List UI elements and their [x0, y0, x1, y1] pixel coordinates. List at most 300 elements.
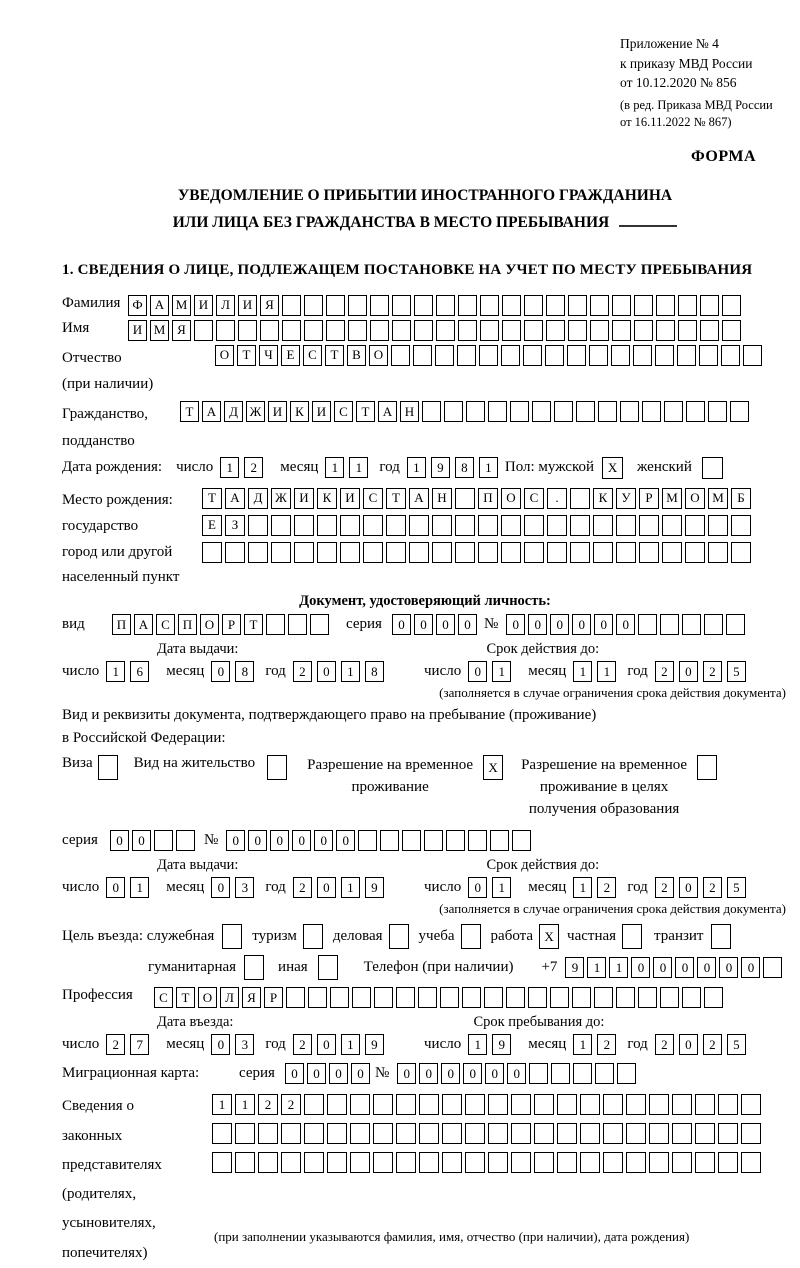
char-cell[interactable]: [358, 830, 377, 851]
char-cell[interactable]: [310, 614, 329, 635]
char-cell[interactable]: [593, 515, 613, 536]
char-cell[interactable]: И: [238, 295, 257, 316]
char-cell[interactable]: [634, 320, 653, 341]
char-cell[interactable]: [524, 515, 544, 536]
char-cell[interactable]: [741, 1094, 761, 1115]
char-cell[interactable]: 1: [220, 457, 239, 478]
char-cell[interactable]: [656, 295, 675, 316]
char-cell[interactable]: [294, 542, 314, 563]
char-cell[interactable]: [303, 924, 323, 949]
char-cell[interactable]: 0: [211, 877, 230, 898]
char-cell[interactable]: [638, 987, 657, 1008]
char-cell[interactable]: [466, 401, 485, 422]
char-cell[interactable]: [616, 987, 635, 1008]
char-cell[interactable]: [432, 515, 452, 536]
char-cell[interactable]: [418, 987, 437, 1008]
char-cell[interactable]: [348, 320, 367, 341]
char-cell[interactable]: [506, 987, 525, 1008]
char-cell[interactable]: [741, 1123, 761, 1144]
char-cell[interactable]: [326, 320, 345, 341]
char-cell[interactable]: [386, 515, 406, 536]
char-cell[interactable]: [440, 987, 459, 1008]
char-cell[interactable]: [649, 1123, 669, 1144]
char-cell[interactable]: А: [150, 295, 169, 316]
char-cell[interactable]: 9: [365, 877, 384, 898]
char-cell[interactable]: 1: [212, 1094, 232, 1115]
char-cell[interactable]: [480, 320, 499, 341]
char-cell[interactable]: [568, 295, 587, 316]
char-cell[interactable]: [718, 1094, 738, 1115]
char-cell[interactable]: 2: [597, 877, 616, 898]
char-cell[interactable]: [414, 320, 433, 341]
char-cell[interactable]: [512, 830, 531, 851]
char-cell[interactable]: М: [150, 320, 169, 341]
char-cell[interactable]: [697, 755, 717, 780]
char-cell[interactable]: [282, 295, 301, 316]
char-cell[interactable]: [534, 1094, 554, 1115]
char-cell[interactable]: [435, 345, 454, 366]
char-cell[interactable]: [370, 320, 389, 341]
char-cell[interactable]: [595, 1063, 614, 1084]
char-cell[interactable]: [699, 345, 718, 366]
char-cell[interactable]: [730, 401, 749, 422]
char-cell[interactable]: 1: [468, 1034, 487, 1055]
char-cell[interactable]: [386, 542, 406, 563]
char-cell[interactable]: [620, 401, 639, 422]
char-cell[interactable]: Я: [260, 295, 279, 316]
char-cell[interactable]: [442, 1094, 462, 1115]
char-cell[interactable]: 0: [679, 661, 698, 682]
char-cell[interactable]: [317, 515, 337, 536]
char-cell[interactable]: 0: [458, 614, 477, 635]
char-cell[interactable]: [617, 1063, 636, 1084]
char-cell[interactable]: [570, 542, 590, 563]
char-cell[interactable]: 0: [616, 614, 635, 635]
char-cell[interactable]: Ж: [271, 488, 291, 509]
char-cell[interactable]: [731, 542, 751, 563]
char-cell[interactable]: [266, 614, 285, 635]
char-cell[interactable]: 1: [130, 877, 149, 898]
char-cell[interactable]: [455, 488, 475, 509]
char-cell[interactable]: [461, 924, 481, 949]
char-cell[interactable]: М: [708, 488, 728, 509]
char-cell[interactable]: 9: [431, 457, 450, 478]
char-cell[interactable]: [212, 1123, 232, 1144]
char-cell[interactable]: [248, 542, 268, 563]
char-cell[interactable]: А: [134, 614, 153, 635]
char-cell[interactable]: 0: [507, 1063, 526, 1084]
char-cell[interactable]: Б: [731, 488, 751, 509]
char-cell[interactable]: 0: [528, 614, 547, 635]
char-cell[interactable]: [419, 1094, 439, 1115]
char-cell[interactable]: [478, 515, 498, 536]
char-cell[interactable]: Е: [281, 345, 300, 366]
char-cell[interactable]: [660, 614, 679, 635]
char-cell[interactable]: [409, 515, 429, 536]
char-cell[interactable]: [598, 401, 617, 422]
char-cell[interactable]: [672, 1094, 692, 1115]
char-cell[interactable]: 1: [479, 457, 498, 478]
char-cell[interactable]: [327, 1123, 347, 1144]
char-cell[interactable]: [462, 987, 481, 1008]
char-cell[interactable]: [304, 295, 323, 316]
char-cell[interactable]: 0: [106, 877, 125, 898]
char-cell[interactable]: X: [483, 755, 503, 780]
char-cell[interactable]: 0: [468, 877, 487, 898]
char-cell[interactable]: [547, 515, 567, 536]
char-cell[interactable]: [700, 320, 719, 341]
char-cell[interactable]: [488, 1123, 508, 1144]
char-cell[interactable]: [721, 345, 740, 366]
char-cell[interactable]: [176, 830, 195, 851]
char-cell[interactable]: 9: [565, 957, 584, 978]
char-cell[interactable]: [685, 542, 705, 563]
char-cell[interactable]: [424, 830, 443, 851]
char-cell[interactable]: [655, 345, 674, 366]
char-cell[interactable]: 0: [697, 957, 716, 978]
char-cell[interactable]: 1: [341, 661, 360, 682]
char-cell[interactable]: 1: [492, 661, 511, 682]
char-cell[interactable]: 0: [285, 1063, 304, 1084]
char-cell[interactable]: 0: [329, 1063, 348, 1084]
char-cell[interactable]: [288, 614, 307, 635]
char-cell[interactable]: Е: [202, 515, 222, 536]
char-cell[interactable]: 8: [235, 661, 254, 682]
char-cell[interactable]: [304, 1094, 324, 1115]
char-cell[interactable]: [662, 515, 682, 536]
char-cell[interactable]: С: [524, 488, 544, 509]
char-cell[interactable]: Р: [264, 987, 283, 1008]
char-cell[interactable]: С: [334, 401, 353, 422]
char-cell[interactable]: [413, 345, 432, 366]
char-cell[interactable]: [457, 345, 476, 366]
char-cell[interactable]: [488, 401, 507, 422]
char-cell[interactable]: [340, 542, 360, 563]
char-cell[interactable]: 3: [235, 877, 254, 898]
char-cell[interactable]: 0: [317, 1034, 336, 1055]
char-cell[interactable]: [501, 515, 521, 536]
char-cell[interactable]: 1: [587, 957, 606, 978]
char-cell[interactable]: [488, 1094, 508, 1115]
char-cell[interactable]: И: [128, 320, 147, 341]
char-cell[interactable]: 2: [655, 661, 674, 682]
char-cell[interactable]: [304, 1123, 324, 1144]
char-cell[interactable]: 0: [679, 1034, 698, 1055]
char-cell[interactable]: С: [363, 488, 383, 509]
char-cell[interactable]: Р: [639, 488, 659, 509]
char-cell[interactable]: 0: [679, 877, 698, 898]
char-cell[interactable]: [373, 1123, 393, 1144]
char-cell[interactable]: [576, 401, 595, 422]
char-cell[interactable]: 5: [727, 877, 746, 898]
char-cell[interactable]: 1: [573, 661, 592, 682]
char-cell[interactable]: [700, 295, 719, 316]
char-cell[interactable]: [686, 401, 705, 422]
char-cell[interactable]: 6: [130, 661, 149, 682]
char-cell[interactable]: [523, 345, 542, 366]
char-cell[interactable]: [352, 987, 371, 1008]
char-cell[interactable]: [722, 320, 741, 341]
char-cell[interactable]: 9: [492, 1034, 511, 1055]
char-cell[interactable]: Я: [172, 320, 191, 341]
char-cell[interactable]: [570, 488, 590, 509]
char-cell[interactable]: [616, 515, 636, 536]
char-cell[interactable]: [626, 1123, 646, 1144]
char-cell[interactable]: 0: [653, 957, 672, 978]
char-cell[interactable]: 1: [341, 877, 360, 898]
char-cell[interactable]: [465, 1094, 485, 1115]
char-cell[interactable]: Л: [220, 987, 239, 1008]
char-cell[interactable]: [350, 1094, 370, 1115]
char-cell[interactable]: [442, 1123, 462, 1144]
char-cell[interactable]: [510, 401, 529, 422]
char-cell[interactable]: [222, 924, 242, 949]
char-cell[interactable]: М: [172, 295, 191, 316]
char-cell[interactable]: 0: [292, 830, 311, 851]
char-cell[interactable]: [677, 345, 696, 366]
char-cell[interactable]: [672, 1123, 692, 1144]
char-cell[interactable]: 0: [307, 1063, 326, 1084]
char-cell[interactable]: [202, 542, 222, 563]
char-cell[interactable]: 0: [719, 957, 738, 978]
char-cell[interactable]: [308, 987, 327, 1008]
char-cell[interactable]: 2: [293, 661, 312, 682]
char-cell[interactable]: [639, 515, 659, 536]
char-cell[interactable]: 0: [419, 1063, 438, 1084]
char-cell[interactable]: [392, 320, 411, 341]
char-cell[interactable]: [572, 987, 591, 1008]
char-cell[interactable]: [396, 1123, 416, 1144]
char-cell[interactable]: 0: [351, 1063, 370, 1084]
char-cell[interactable]: [546, 295, 565, 316]
char-cell[interactable]: [593, 542, 613, 563]
char-cell[interactable]: [409, 542, 429, 563]
char-cell[interactable]: 2: [703, 661, 722, 682]
char-cell[interactable]: Т: [202, 488, 222, 509]
char-cell[interactable]: 2: [293, 877, 312, 898]
char-cell[interactable]: 0: [317, 877, 336, 898]
char-cell[interactable]: 1: [407, 457, 426, 478]
char-cell[interactable]: 0: [485, 1063, 504, 1084]
char-cell[interactable]: [318, 955, 338, 980]
char-cell[interactable]: Н: [400, 401, 419, 422]
char-cell[interactable]: [502, 295, 521, 316]
char-cell[interactable]: О: [685, 488, 705, 509]
char-cell[interactable]: [396, 1094, 416, 1115]
char-cell[interactable]: 0: [675, 957, 694, 978]
char-cell[interactable]: [612, 320, 631, 341]
char-cell[interactable]: [612, 295, 631, 316]
char-cell[interactable]: 1: [341, 1034, 360, 1055]
char-cell[interactable]: [547, 542, 567, 563]
char-cell[interactable]: [695, 1094, 715, 1115]
char-cell[interactable]: З: [225, 515, 245, 536]
char-cell[interactable]: [534, 1123, 554, 1144]
char-cell[interactable]: П: [112, 614, 131, 635]
char-cell[interactable]: [704, 987, 723, 1008]
char-cell[interactable]: [568, 320, 587, 341]
char-cell[interactable]: [490, 830, 509, 851]
char-cell[interactable]: [330, 987, 349, 1008]
char-cell[interactable]: [743, 345, 762, 366]
char-cell[interactable]: [573, 1063, 592, 1084]
char-cell[interactable]: [436, 320, 455, 341]
char-cell[interactable]: [622, 924, 642, 949]
char-cell[interactable]: [455, 515, 475, 536]
char-cell[interactable]: [616, 542, 636, 563]
char-cell[interactable]: .: [547, 488, 567, 509]
char-cell[interactable]: Д: [224, 401, 243, 422]
char-cell[interactable]: [639, 542, 659, 563]
char-cell[interactable]: 0: [226, 830, 245, 851]
char-cell[interactable]: 1: [106, 661, 125, 682]
char-cell[interactable]: [589, 345, 608, 366]
char-cell[interactable]: [380, 830, 399, 851]
char-cell[interactable]: [660, 987, 679, 1008]
char-cell[interactable]: [419, 1123, 439, 1144]
char-cell[interactable]: 0: [741, 957, 760, 978]
char-cell[interactable]: 5: [727, 1034, 746, 1055]
char-cell[interactable]: [271, 515, 291, 536]
char-cell[interactable]: [432, 542, 452, 563]
char-cell[interactable]: О: [198, 987, 217, 1008]
char-cell[interactable]: [524, 542, 544, 563]
char-cell[interactable]: 7: [130, 1034, 149, 1055]
char-cell[interactable]: [258, 1123, 278, 1144]
char-cell[interactable]: [678, 295, 697, 316]
char-cell[interactable]: [532, 401, 551, 422]
char-cell[interactable]: 0: [211, 661, 230, 682]
char-cell[interactable]: 1: [573, 1034, 592, 1055]
char-cell[interactable]: И: [312, 401, 331, 422]
char-cell[interactable]: 8: [455, 457, 474, 478]
char-cell[interactable]: [478, 542, 498, 563]
char-cell[interactable]: [244, 955, 264, 980]
char-cell[interactable]: Т: [356, 401, 375, 422]
char-cell[interactable]: 2: [655, 1034, 674, 1055]
char-cell[interactable]: 0: [441, 1063, 460, 1084]
char-cell[interactable]: С: [154, 987, 173, 1008]
char-cell[interactable]: [649, 1094, 669, 1115]
char-cell[interactable]: [726, 614, 745, 635]
char-cell[interactable]: [480, 295, 499, 316]
char-cell[interactable]: К: [317, 488, 337, 509]
char-cell[interactable]: [373, 1094, 393, 1115]
char-cell[interactable]: [396, 987, 415, 1008]
char-cell[interactable]: [718, 1123, 738, 1144]
char-cell[interactable]: С: [303, 345, 322, 366]
char-cell[interactable]: [704, 614, 723, 635]
char-cell[interactable]: [626, 1094, 646, 1115]
char-cell[interactable]: 1: [492, 877, 511, 898]
char-cell[interactable]: [590, 320, 609, 341]
char-cell[interactable]: Р: [222, 614, 241, 635]
char-cell[interactable]: [294, 515, 314, 536]
char-cell[interactable]: [682, 614, 701, 635]
char-cell[interactable]: 0: [336, 830, 355, 851]
char-cell[interactable]: А: [225, 488, 245, 509]
char-cell[interactable]: [662, 542, 682, 563]
char-cell[interactable]: [327, 1094, 347, 1115]
char-cell[interactable]: Л: [216, 295, 235, 316]
char-cell[interactable]: [722, 295, 741, 316]
char-cell[interactable]: И: [340, 488, 360, 509]
char-cell[interactable]: 2: [703, 877, 722, 898]
char-cell[interactable]: А: [378, 401, 397, 422]
char-cell[interactable]: [374, 987, 393, 1008]
char-cell[interactable]: С: [156, 614, 175, 635]
char-cell[interactable]: 9: [365, 1034, 384, 1055]
char-cell[interactable]: [370, 295, 389, 316]
char-cell[interactable]: Д: [248, 488, 268, 509]
char-cell[interactable]: [511, 1094, 531, 1115]
char-cell[interactable]: [682, 987, 701, 1008]
char-cell[interactable]: [603, 1094, 623, 1115]
char-cell[interactable]: О: [369, 345, 388, 366]
char-cell[interactable]: [545, 345, 564, 366]
char-cell[interactable]: О: [501, 488, 521, 509]
char-cell[interactable]: 0: [550, 614, 569, 635]
char-cell[interactable]: Т: [180, 401, 199, 422]
char-cell[interactable]: [446, 830, 465, 851]
char-cell[interactable]: [570, 515, 590, 536]
char-cell[interactable]: 0: [631, 957, 650, 978]
char-cell[interactable]: [465, 1123, 485, 1144]
char-cell[interactable]: [414, 295, 433, 316]
char-cell[interactable]: [286, 987, 305, 1008]
char-cell[interactable]: 0: [506, 614, 525, 635]
char-cell[interactable]: [708, 542, 728, 563]
char-cell[interactable]: [248, 515, 268, 536]
char-cell[interactable]: [678, 320, 697, 341]
char-cell[interactable]: [708, 515, 728, 536]
char-cell[interactable]: К: [593, 488, 613, 509]
char-cell[interactable]: Т: [325, 345, 344, 366]
char-cell[interactable]: 2: [106, 1034, 125, 1055]
char-cell[interactable]: О: [200, 614, 219, 635]
char-cell[interactable]: [317, 542, 337, 563]
char-cell[interactable]: [529, 1063, 548, 1084]
char-cell[interactable]: 0: [594, 614, 613, 635]
char-cell[interactable]: [603, 1123, 623, 1144]
char-cell[interactable]: Т: [176, 987, 195, 1008]
char-cell[interactable]: 0: [572, 614, 591, 635]
char-cell[interactable]: [444, 401, 463, 422]
char-cell[interactable]: 0: [211, 1034, 230, 1055]
char-cell[interactable]: [216, 320, 235, 341]
char-cell[interactable]: [524, 320, 543, 341]
char-cell[interactable]: [468, 830, 487, 851]
char-cell[interactable]: [235, 1123, 255, 1144]
char-cell[interactable]: [546, 320, 565, 341]
char-cell[interactable]: [731, 515, 751, 536]
char-cell[interactable]: [590, 295, 609, 316]
char-cell[interactable]: [363, 542, 383, 563]
char-cell[interactable]: [458, 295, 477, 316]
char-cell[interactable]: 2: [703, 1034, 722, 1055]
char-cell[interactable]: [281, 1123, 301, 1144]
char-cell[interactable]: [271, 542, 291, 563]
char-cell[interactable]: 1: [235, 1094, 255, 1115]
char-cell[interactable]: [484, 987, 503, 1008]
char-cell[interactable]: 0: [397, 1063, 416, 1084]
char-cell[interactable]: [436, 295, 455, 316]
char-cell[interactable]: Ч: [259, 345, 278, 366]
char-cell[interactable]: 1: [609, 957, 628, 978]
char-cell[interactable]: [642, 401, 661, 422]
char-cell[interactable]: [502, 320, 521, 341]
char-cell[interactable]: [350, 1123, 370, 1144]
